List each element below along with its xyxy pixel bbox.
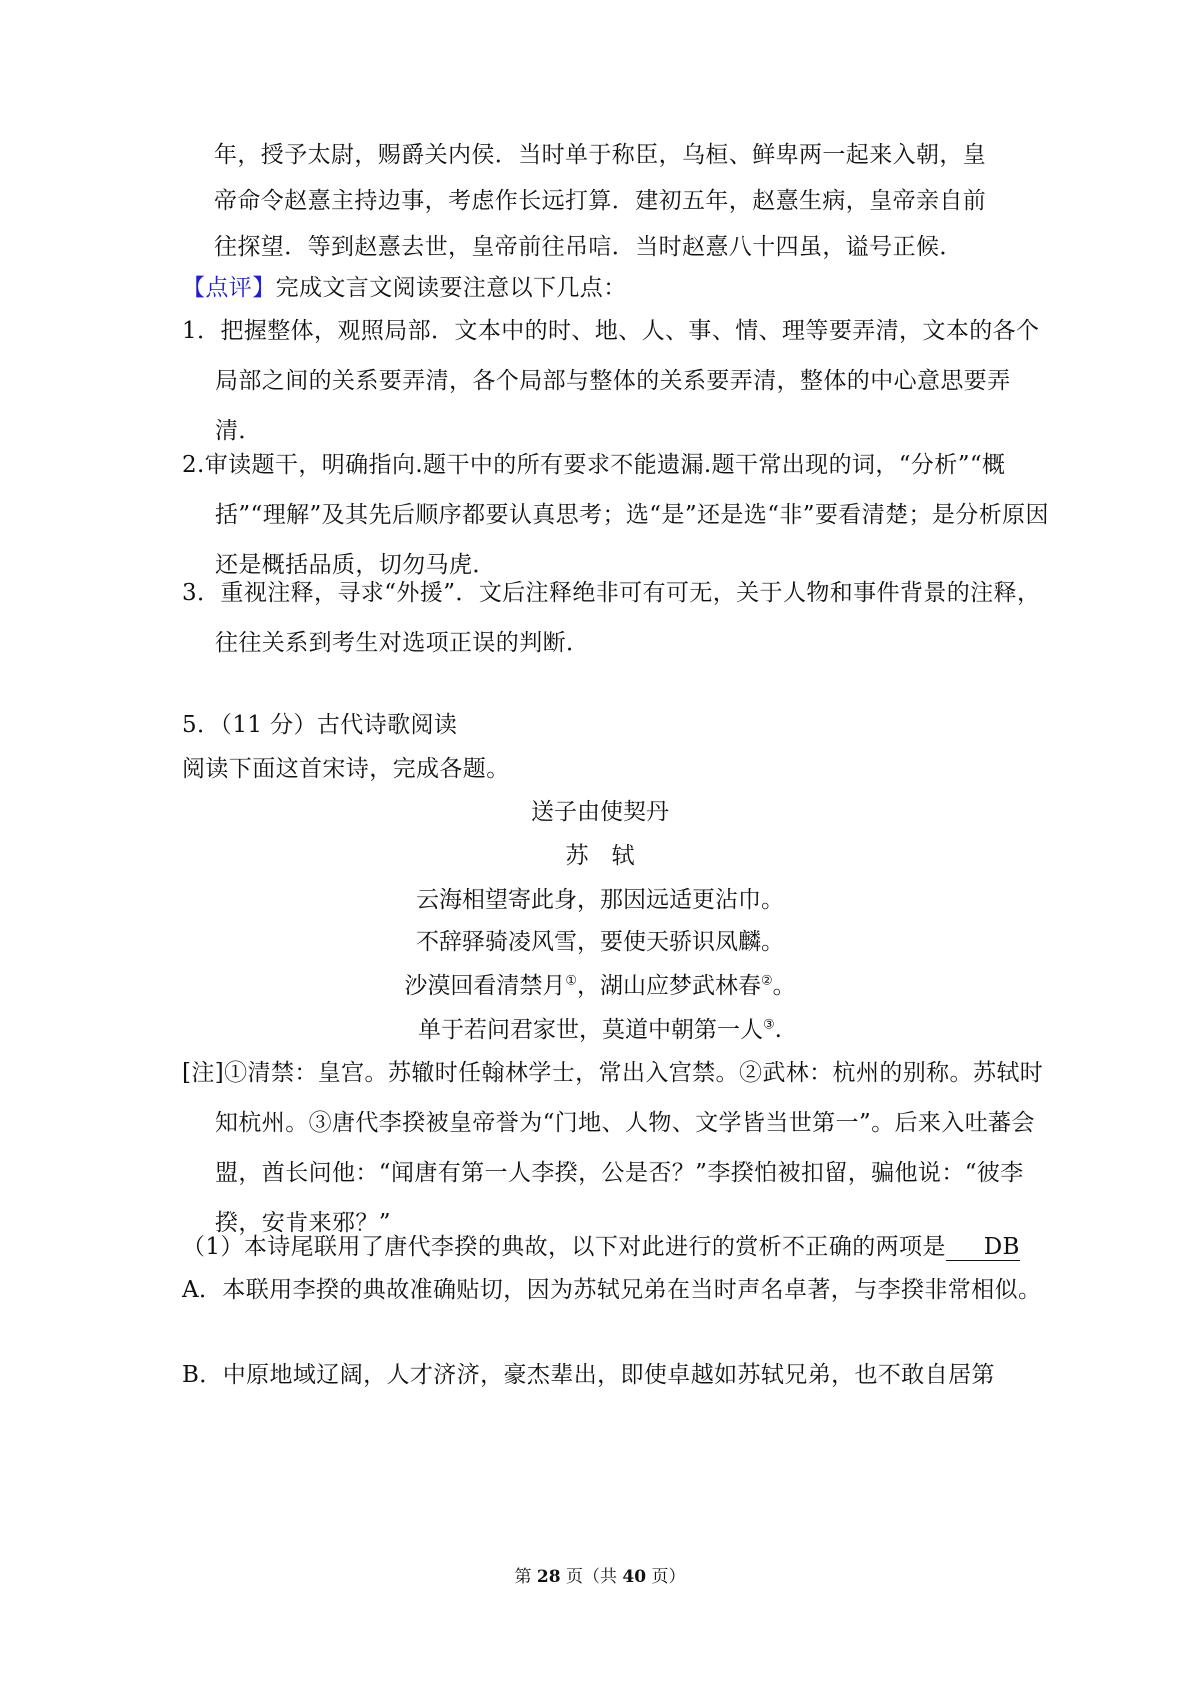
page-footer: 第 28 页（共 40 页） xyxy=(514,1567,686,1587)
footnote-marker: ③ xyxy=(763,1017,775,1033)
footnote-marker: ① xyxy=(565,973,577,989)
poem-line-1: 云海相望寄此身，那因远适更沾巾。 xyxy=(416,887,784,913)
poem-notes: [注]①清禁：皇宫。苏辙时任翰林学士，常出入宫禁。②武林：杭州的别称。苏轼时知杭州。③唐代李揆被皇帝誉为“门地、人物、文学皆当世第一”。后来入吐蕃会盟，酋长问他：“闻唐有第一人李揆，公是否？”李揆怕被扣留，骗他说：“彼李揆，安肯来邪？” xyxy=(182,1060,1044,1236)
poem-line-3: 沙漠回看清禁月①，湖山应梦武林春②。 xyxy=(404,973,796,999)
subquestion-prompt: （1）本诗尾联用了唐代李揆的典故，以下对此进行的赏析不正确的两项是 xyxy=(182,1234,946,1260)
option-b: B．中原地域辽阔，人才济济，豪杰辈出，即使卓越如苏轼兄弟，也不敢自居第 xyxy=(182,1362,995,1388)
page-total: 40 xyxy=(622,1567,647,1587)
comment-tag: 【点评】 xyxy=(182,275,276,301)
translation-line: 帝命令赵憙主持边事，考虑作长远打算．建初五年，赵憙生病，皇帝亲自前 xyxy=(214,188,987,214)
comment-point-3: 3．重视注释，寻求“外援”．文后注释绝非可有可无，关于人物和事件背景的注释，往往关系到考生对选项正误的判断． xyxy=(182,580,1041,656)
translation-line: 往探望．等到赵憙去世，皇帝前往吊唁．当时赵憙八十四虽，谥号正候． xyxy=(214,234,963,260)
question-heading: 5．（11 分）古代诗歌阅读 xyxy=(182,712,458,738)
question-instruction: 阅读下面这首宋诗，完成各题。 xyxy=(182,756,510,782)
comment-point-2: 2.审读题干，明确指向.题干中的所有要求不能遗漏.题干常出现的词，“分析”“概括”“理解”及其先后顺序都要认真思考；选“是”还是选“非”要看清楚；是分析原因还是概括品质，切勿马虎． xyxy=(182,452,1049,578)
poem-title: 送子由使契丹 xyxy=(531,799,669,825)
poem-line-2: 不辞驿骑凌风雪，要使天骄识凤麟。 xyxy=(416,929,784,955)
translation-line: 年，授予太尉，赐爵关内侯．当时单于称臣，乌桓、鲜卑两一起来入朝，皇 xyxy=(214,142,987,168)
option-a: A．本联用李揆的典故准确贴切，因为苏轼兄弟在当时声名卓著，与李揆非常相似。 xyxy=(182,1277,1042,1303)
page-number: 28 xyxy=(536,1567,561,1587)
poem-line-4: 单于若问君家世，莫道中朝第一人③. xyxy=(418,1017,782,1043)
answer-blank: DB xyxy=(946,1234,1020,1261)
comment-point-1: 1．把握整体，观照局部．文本中的时、地、人、事、情、理等要弄清，文本的各个局部之间的关系要弄清，各个局部与整体的关系要弄清，整体的中心意思要弄清． xyxy=(182,318,1040,444)
comment-intro: 完成文言文阅读要注意以下几点： xyxy=(275,275,627,301)
poem-author: 苏 轼 xyxy=(565,843,635,869)
footnote-marker: ② xyxy=(761,973,773,989)
